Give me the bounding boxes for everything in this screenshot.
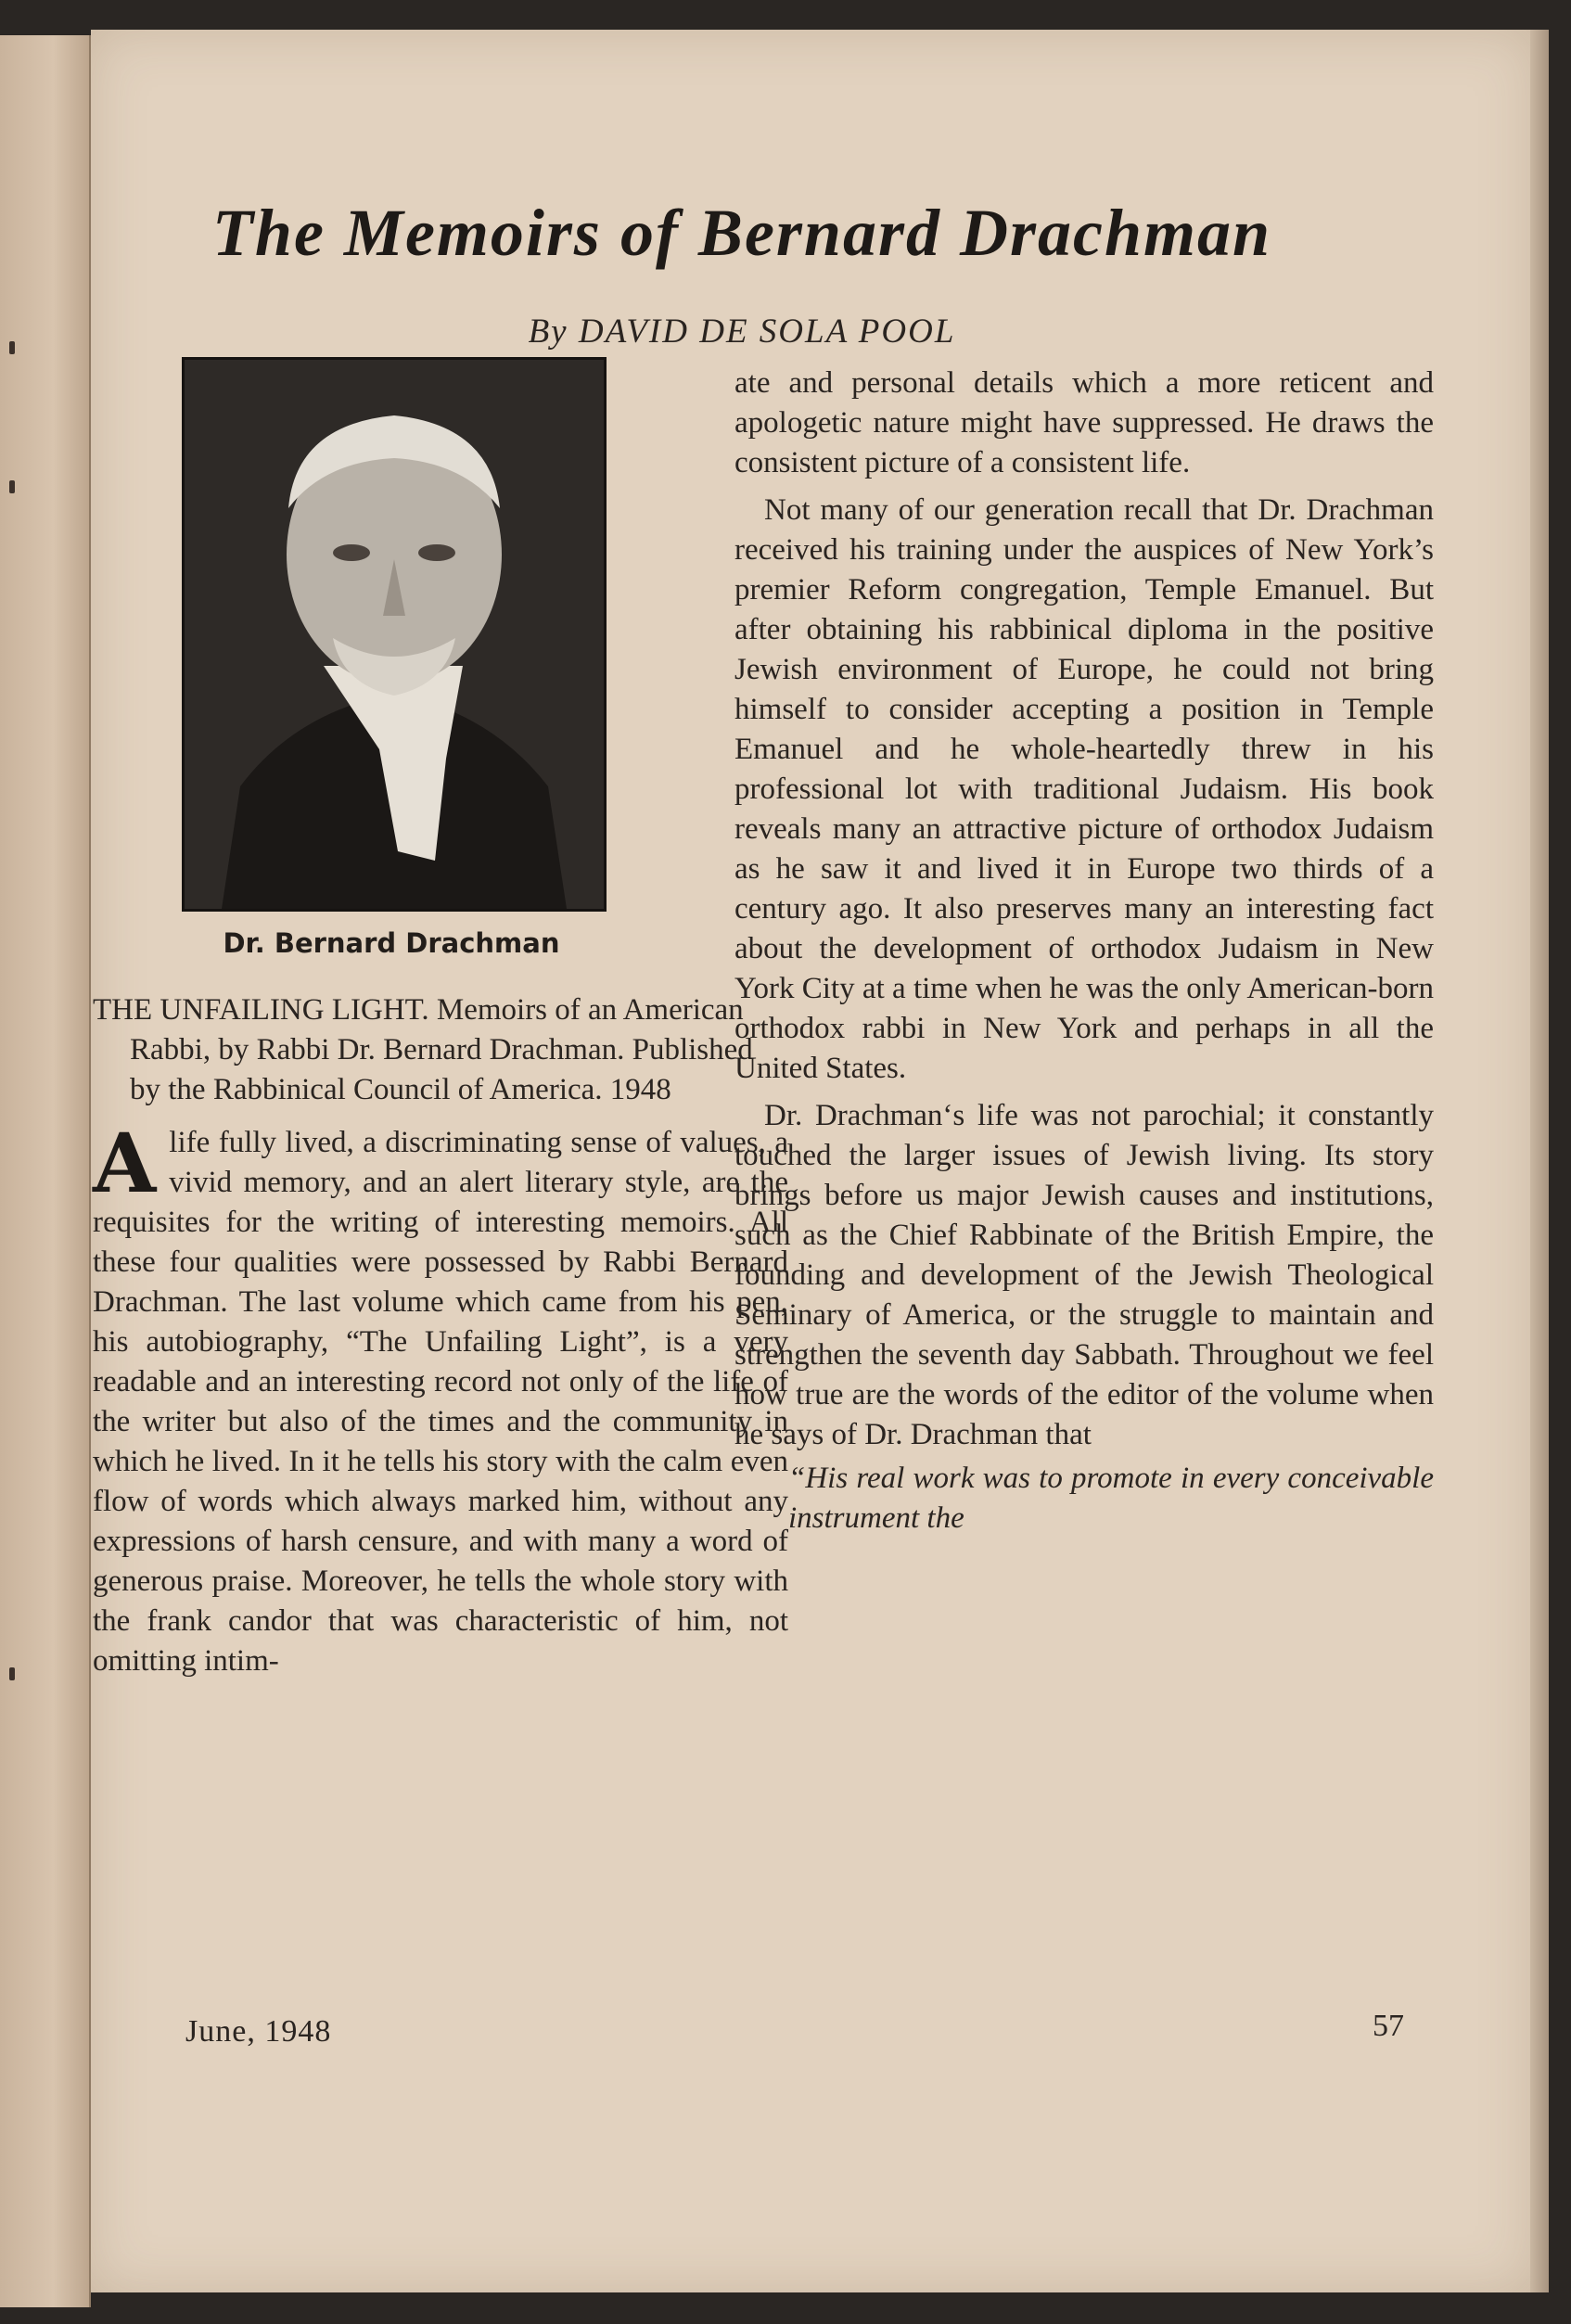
portrait-illustration [185,360,604,909]
article-title: The Memoirs of Bernard Drachman [211,196,1272,270]
left-column [93,990,788,1681]
paragraph-1-text: life fully lived, a discriminating sense of values, a vivid memory, and an alert literary style, are the requisites for the writing of interesting memoirs. All these four qualities were possessed by Rabbi Bernard Drachman. The last volume which came from his pen, his autobiography, “The Unfailing Light”, is a very readable and an interesting record not only of the life of the writer but also of the times and the community in which he lived. In it he tells his story with the calm even flow of words which always marked him, without any expressions of harsh censure, and with many a word of generous praise. Moreover, he tells the whole story with the frank candor that was characteristic of him, not omitting intim- [93,1126,788,1678]
book-reference: THE UNFAILING LIGHT. Memoirs of an American Rabbi, by Rabbi Dr. Bernard Drachman. Published by the Rabbinical Council of America. 1948 [93,993,753,1106]
page-number: 57 [1373,2009,1404,2043]
margin-mark [9,1667,15,1680]
paragraph-1-continued: ate and personal details which a more reticent and apologetic nature might have suppressed. He draws the consistent picture of a consistent life. [734,366,1434,479]
portrait-photo [182,357,607,912]
paragraph-3: Dr. Drachman‘s life was not parochial; it constantly touched the larger issues of Jewish living. Its story brings before us major Jewish causes and institutions, such as the Chief Rabbinate of the British Empire, the founding and development of the Jewish Theological Seminary of America, or the struggle to maintain and strengthen the seventh day Sabbath. Throughout we feel how true are the words of the editor of the volume when he says of Dr. Drachman that [734,1099,1434,1451]
page-edge [1530,30,1549,2292]
drop-cap: A [93,1115,157,1211]
margin-mark [9,480,15,493]
previous-page-edge [0,35,91,2307]
photo-caption: Dr. Bernard Drachman [223,927,560,959]
paragraph-2: Not many of our generation recall that Dr. Drachman received his training under the auspices of New York’s premier Reform congregation, Temple Emanuel. But after obtaining his rabbinical diploma in the positive Jewish environment of Europe, he could not bring himself to consider accepting a position in Temple Emanuel and he whole-heartedly threw in his professional lot with traditional Judaism. His book reveals many an attractive picture of orthodox Judaism as he saw it and lived it in Europe two thirds of a century ago. It also preserves many an interesting fact about the development of orthodox Judaism in New York City at a time when he was the only American-born orthodox rabbi in New York and perhaps in all the United States. [734,493,1434,1085]
quote-start: “His real work was to promote in every conceivable instrument the [788,1462,1434,1535]
right-column [734,364,1434,1539]
margin-mark [9,341,15,354]
issue-date: June, 1948 [185,2014,332,2049]
article-byline: By DAVID DE SOLA POOL [528,313,956,351]
paragraph-1 [93,1115,788,1681]
